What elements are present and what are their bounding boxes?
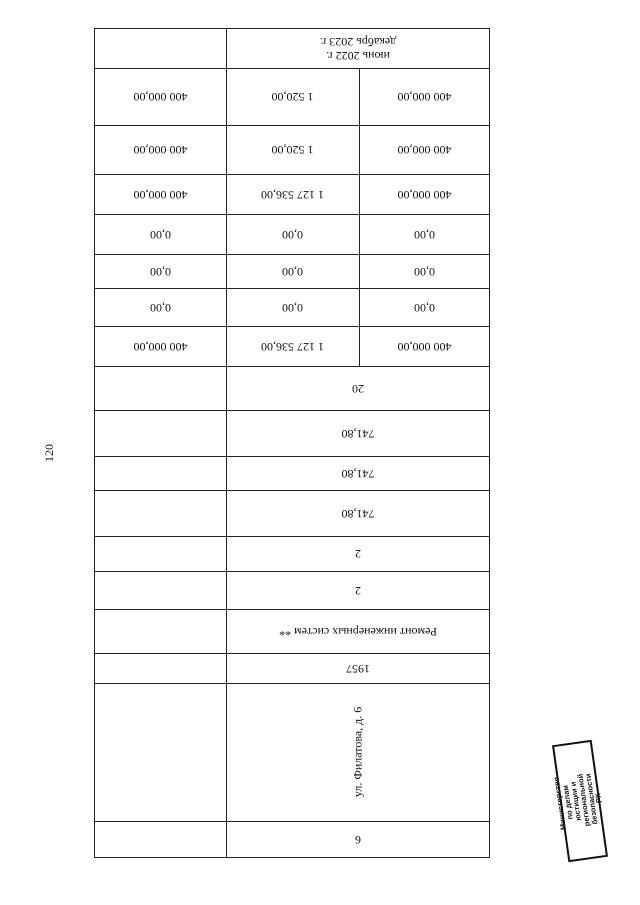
header-period-line-2: декабрь 2023 г.: [319, 35, 397, 50]
table-cell: 0,00: [414, 300, 435, 315]
table-cell: 1 520,00: [271, 90, 314, 105]
table-cell: 0,00: [414, 227, 435, 242]
stamp-text: Министерство по делам юстиции и региональной безопасности РХ: [551, 773, 605, 831]
table-cell: 400 000,00: [397, 143, 452, 158]
year-cell: 1957: [346, 661, 370, 676]
table-cell: 400 000,00: [397, 187, 452, 202]
count-cell: 2: [355, 547, 361, 562]
area-cell: 741,80: [341, 426, 375, 441]
count-cell: 2: [355, 583, 361, 598]
table-cell: 0,00: [150, 300, 171, 315]
table-cell: 400 000,00: [133, 187, 188, 202]
table-cell: 1 520,00: [271, 143, 314, 158]
table-cell: 0,00: [414, 264, 435, 279]
area-cell: 741,80: [341, 506, 375, 521]
page-number: 120: [41, 444, 56, 462]
header-period-line-1: июнь 2022 г.: [326, 49, 390, 64]
area-cell: 741,80: [341, 466, 375, 481]
table-cell: 1 127 536,00: [261, 187, 324, 202]
table-cell: 400 000,00: [133, 90, 188, 105]
table-cell: 1 127 536,00: [261, 339, 324, 354]
table-cell: 0,00: [282, 227, 303, 242]
table-cell: 400 000,00: [397, 90, 452, 105]
work-type-cell: Ремонт инженерных систем **: [279, 624, 437, 639]
apartments-count-cell: 20: [352, 381, 364, 396]
row-index-cell: 6: [355, 833, 361, 848]
address-cell: [226, 683, 490, 821]
table-cell: 400 000,00: [133, 143, 188, 158]
table-cell: 0,00: [282, 264, 303, 279]
table-cell: 0,00: [282, 300, 303, 315]
data-table: [94, 28, 490, 858]
table-cell: 400 000,00: [397, 339, 452, 354]
table-cell: 0,00: [150, 264, 171, 279]
address-text: ул. Филатова, д. 6: [350, 706, 365, 798]
table-cell: 0,00: [150, 227, 171, 242]
ministry-stamp: [552, 740, 608, 862]
table-cell: 400 000,00: [133, 339, 188, 354]
header-period-cell: [226, 29, 490, 68]
